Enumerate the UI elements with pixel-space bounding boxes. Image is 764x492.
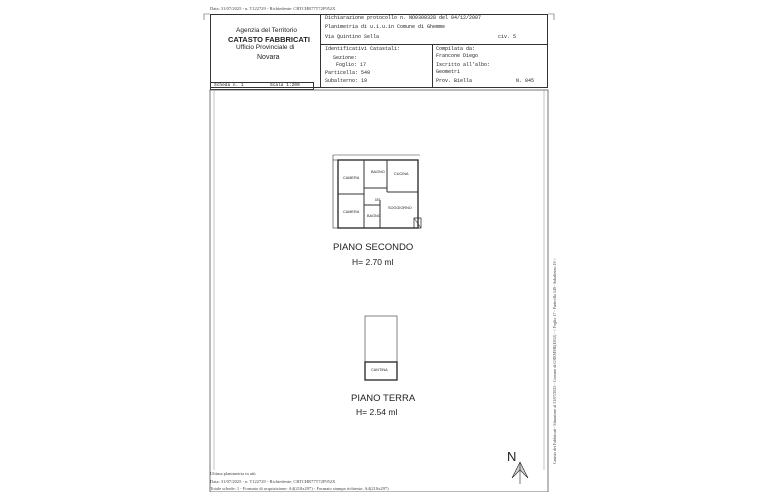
floor0-height: H= 2.54 ml — [356, 407, 398, 417]
identifiers-sezione: Sezione: — [333, 55, 358, 61]
room-bagno-1: BAGNO — [371, 170, 385, 174]
room-dis: DIS — [375, 198, 381, 202]
compilata-iscritto: Iscritto all'albo: — [436, 62, 491, 68]
identifiers-title: Identificativi Catastali: — [325, 46, 401, 52]
declaration-line2: Planimetria di u.i.u.in Comune di Ghemme — [325, 24, 446, 30]
compilata-title: Compilata da: — [436, 46, 476, 52]
identifiers-foglio: Foglio: 17 — [336, 62, 367, 68]
agency-line2: CATASTO FABBRICATI — [228, 35, 310, 44]
compilata-name: Francone Diego — [436, 53, 479, 59]
identifiers-subalterno: Subalterno: 19 — [325, 78, 368, 84]
floor2-label: PIANO SECONDO — [333, 242, 414, 253]
compilata-prov: Prov. Biella — [436, 78, 473, 84]
north-label: N — [507, 449, 517, 464]
agency-line4: Novara — [257, 54, 280, 61]
room-soggiorno: SOGGIORNO — [388, 206, 412, 210]
floor0-label: PIANO TERRA — [351, 393, 416, 404]
north-arrow — [512, 462, 528, 484]
room-camera-1: CAMERA — [343, 176, 360, 180]
room-bagno-2: BAGNO — [367, 214, 381, 218]
agency-line1: Agenzia del Territorio — [236, 27, 297, 34]
compilata-num: N. 845 — [516, 78, 535, 84]
room-cantina: CANTINA — [371, 368, 388, 372]
scheda-label: Scheda n. 1 — [214, 83, 244, 88]
declaration-civ: civ. 5 — [498, 34, 517, 40]
declaration-address: Via Quintino Sella — [325, 34, 380, 40]
room-cucina: CUCINA — [394, 172, 409, 176]
scheda-scale: Scala 1:200 — [270, 83, 300, 88]
top-note: Data: 31/07/2025 - n. T122729 - Richiedente: CRTCHR77T72F952X — [210, 6, 336, 11]
footer-line2: Totale schede: 1 - Formato di acquisizione: A4(210x297) - Formato stampa richiesto: A4(210x297) — [210, 486, 389, 491]
floor2-height: H= 2.70 ml — [352, 257, 394, 267]
side-note: Catasto dei Fabbricati - Situazione al 31/07/2025 - Comune di GHEMME(E012) - < Foglio 17 - Particella 549 - Subalterno 19 > — [552, 258, 557, 464]
footer-line1: Data: 31/07/2025 - n. T122729 - Richiedente: CRTCHR77T72F952X — [210, 479, 336, 484]
room-camera-2: CAMERA — [343, 210, 360, 214]
agency-line3: Ufficio Provinciale di — [236, 44, 295, 51]
declaration-line1: Dichiarazione protocollo n. NO0309328 del 04/12/2007 — [325, 15, 482, 21]
footer-ultima: Ultima planimetria in atti — [210, 471, 256, 476]
compilata-albo: Geometri — [436, 69, 461, 75]
identifiers-particella: Particella: 549 — [325, 70, 371, 76]
